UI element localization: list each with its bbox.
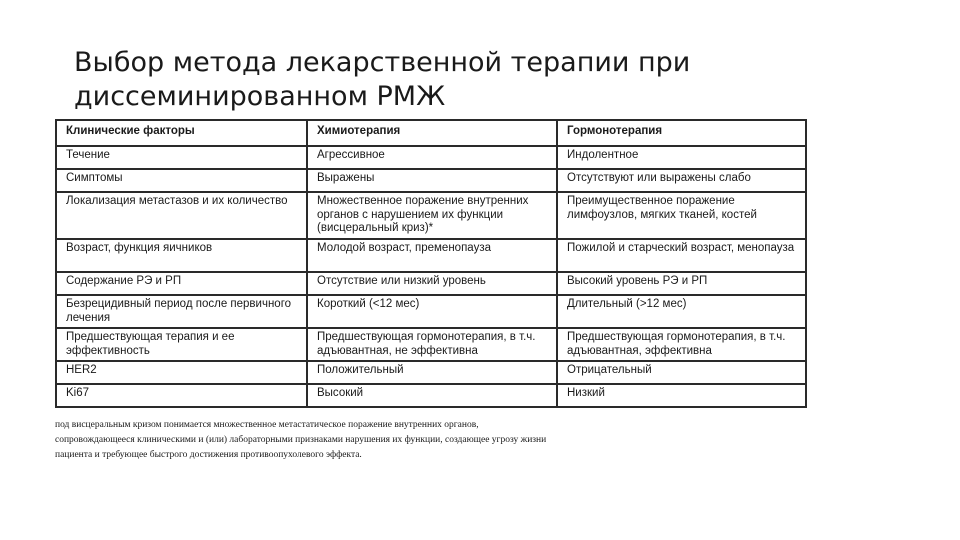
table-row (56, 361, 806, 384)
table-cell: Индолентное (557, 146, 806, 169)
table-header-row (56, 120, 806, 146)
table-cell: Длительный (>12 мес) (557, 295, 806, 328)
table-row (56, 295, 806, 328)
table-cell: Низкий (557, 384, 806, 407)
table-cell: Предшествующая гормонотерапия, в т.ч. адъювантная, эффективна (557, 328, 806, 361)
table-cell: Множественное поражение внутренних органов с нарушением их функции (висцеральный криз)* (307, 192, 557, 239)
table-cell: Безрецидивный период после первичного лечения (56, 295, 307, 328)
table-cell: Течение (56, 146, 307, 169)
table-cell: Отсутствуют или выражены слабо (557, 169, 806, 192)
table-cell: Преимущественное поражение лимфоузлов, мягких тканей, костей (557, 192, 806, 239)
table-cell: Агрессивное (307, 146, 557, 169)
table-cell: Высокий уровень РЭ и РП (557, 272, 806, 295)
therapy-choice-table (55, 119, 807, 408)
table-cell: Отрицательный (557, 361, 806, 384)
table-cell: Пожилой и старческий возраст, менопауза (557, 239, 806, 272)
table-cell: Отсутствие или низкий уровень (307, 272, 557, 295)
header-clinical-factors: Клинические факторы (56, 120, 307, 146)
header-chemotherapy: Химиотерапия (307, 120, 557, 146)
table-cell: Возраст, функция яичников (56, 239, 307, 272)
therapy-choice-table-container (55, 119, 805, 402)
table-row (56, 169, 806, 192)
table-row (56, 239, 806, 272)
header-hormone-therapy: Гормонотерапия (557, 120, 806, 146)
slide-title-line-1: Выбор метода лекарственной терапии при (74, 47, 691, 78)
table-cell: Высокий (307, 384, 557, 407)
table-cell: Ki67 (56, 384, 307, 407)
table-cell: Короткий (<12 мес) (307, 295, 557, 328)
table-cell: Содержание РЭ и РП (56, 272, 307, 295)
table-cell: Молодой возраст, пременопауза (307, 239, 557, 272)
table-row (56, 272, 806, 295)
table-cell: Локализация метастазов и их количество (56, 192, 307, 239)
table-cell: Предшествующая гормонотерапия, в т.ч. адъювантная, не эффективна (307, 328, 557, 361)
table-cell: Выражены (307, 169, 557, 192)
table-row (56, 146, 806, 169)
table-row (56, 192, 806, 239)
table-cell: Симптомы (56, 169, 307, 192)
slide-title-line-2: диссеминированном РМЖ (74, 81, 446, 112)
table-cell: HER2 (56, 361, 307, 384)
table-cell: Предшествующая терапия и ее эффективность (56, 328, 307, 361)
table-row (56, 384, 806, 407)
footnote: под висцеральным кризом понимается множественное метастатическое поражение внутренних органов, сопровождающееся клиническими и (или) лабораторными признаками нарушения их функции, создающее угрозу жизни пациента и требующее быстрого достижения противоопухолевого эффекта. (55, 420, 547, 460)
table-row (56, 328, 806, 361)
table-cell: Положительный (307, 361, 557, 384)
slide-title (74, 46, 774, 114)
